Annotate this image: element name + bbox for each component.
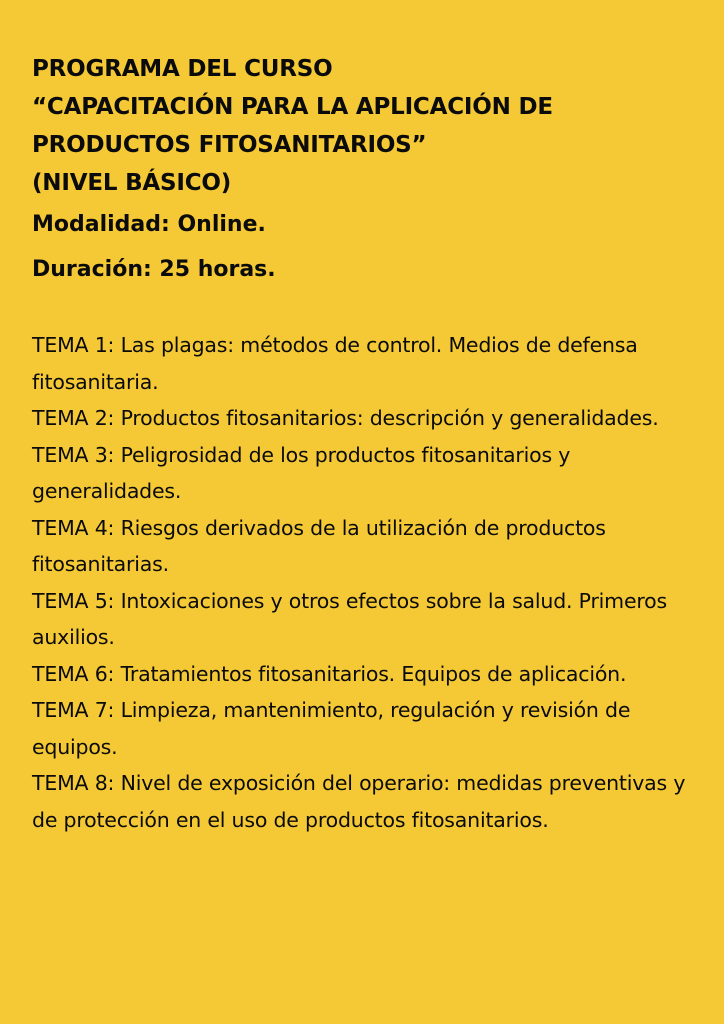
course-level: (NIVEL BÁSICO): [32, 170, 232, 196]
course-title-line-3: PRODUCTOS FITOSANITARIOS”: [32, 132, 427, 158]
topic-item: TEMA 3: Peligrosidad de los productos fitosanitarios y generalidades.: [32, 442, 571, 503]
topic-list: [32, 327, 692, 838]
course-title: [32, 50, 692, 202]
course-duration: Duración: 25 horas.: [32, 257, 276, 282]
topic-item: TEMA 7: Limpieza, mantenimiento, regulación y revisión de equipos.: [32, 698, 631, 759]
topic-item: TEMA 2: Productos fitosanitarios: descripción y generalidades.: [32, 406, 659, 430]
topic-item: TEMA 6: Tratamientos fitosanitarios. Equipos de aplicación.: [32, 661, 627, 686]
course-title-line-1: PROGRAMA DEL CURSO: [32, 56, 333, 82]
topic-item: TEMA 1: Las plagas: métodos de control. Medios de defensa fitosanitaria.: [32, 333, 638, 394]
topic-item: TEMA 4: Riesgos derivados de la utilización de productos fitosanitarias.: [32, 515, 606, 576]
topic-item: TEMA 5: Intoxicaciones y otros efectos sobre la salud. Primeros auxilios.: [32, 588, 667, 649]
course-title-line-2: “CAPACITACIÓN PARA LA APLICACIÓN DE: [32, 94, 553, 120]
course-meta: [32, 202, 692, 292]
topic-item: TEMA 8: Nivel de exposición del operario: medidas preventivas y de protección en el uso de productos fitosanitarios.: [32, 771, 686, 832]
course-modality: Modalidad: Online.: [32, 212, 266, 237]
